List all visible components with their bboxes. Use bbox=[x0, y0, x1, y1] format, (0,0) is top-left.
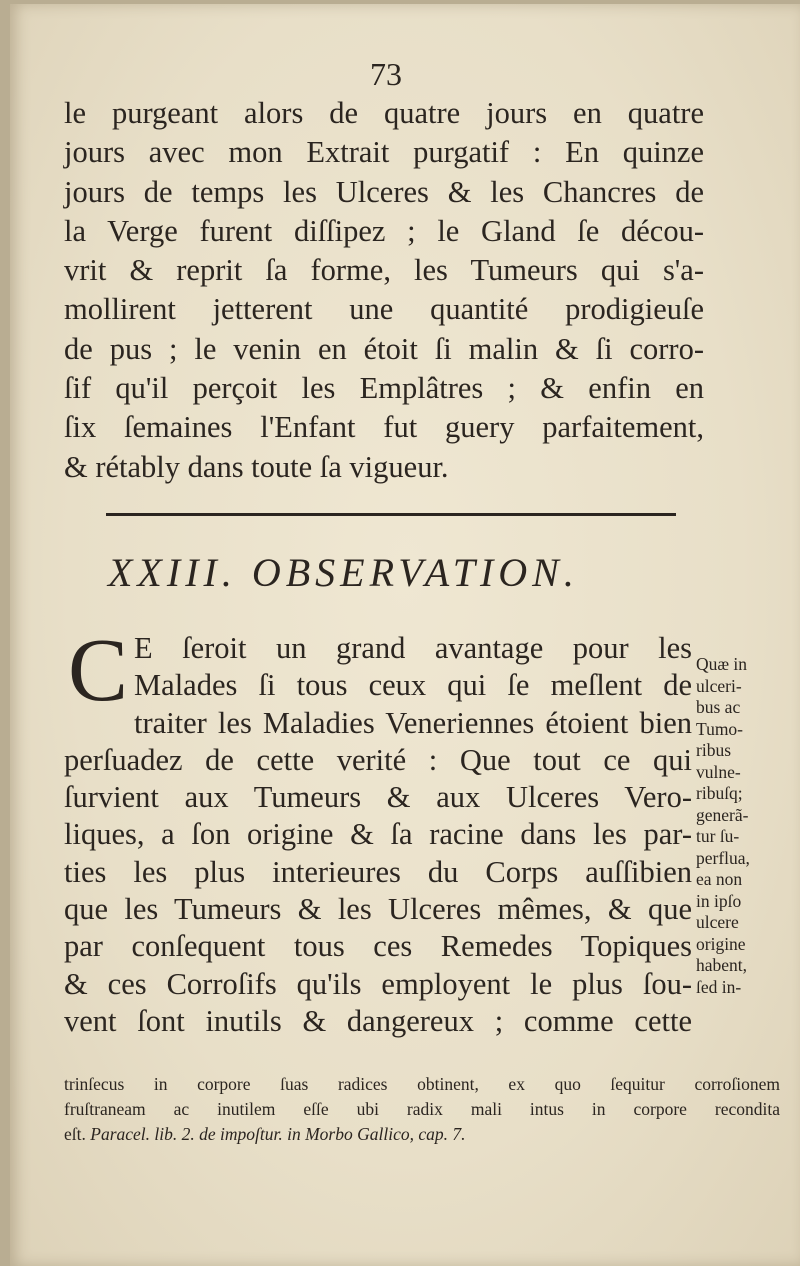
margin-note-line: vulne- bbox=[696, 761, 741, 782]
paragraph-continued bbox=[64, 94, 704, 487]
margin-note-line: habent, bbox=[696, 955, 748, 975]
text-line: perſuadez de cette verité : Que tout ce qui bbox=[64, 742, 692, 777]
margin-note-line: Quæ in bbox=[696, 654, 748, 674]
footnote-citation-prefix: eſt. bbox=[64, 1124, 91, 1144]
margin-note-continuation bbox=[64, 1072, 780, 1147]
text-line: ſix ſemaines l'Enfant fut guery parfaitement, bbox=[64, 410, 704, 445]
observation-paragraph bbox=[64, 621, 692, 1040]
text-line: ſurvient aux Tumeurs & aux Ulceres Vero- bbox=[64, 780, 692, 815]
footnote-line: trinſecus in corpore ſuas radices obtinent, ex quo ſequitur corroſionem bbox=[64, 1074, 780, 1094]
text-line: vrit & reprit ſa forme, les Tumeurs qui s'a- bbox=[64, 253, 704, 288]
margin-note-line: Tumo- bbox=[696, 718, 744, 739]
margin-note-line: ea non bbox=[696, 869, 743, 889]
text-line: la Verge furent diſſipez ; le Gland ſe décou- bbox=[64, 213, 704, 248]
margin-note bbox=[696, 654, 792, 998]
drop-cap: C bbox=[68, 621, 129, 720]
margin-note-line: origine bbox=[696, 933, 746, 954]
text-line: jours de temps les Ulceres & les Chancres de bbox=[64, 174, 704, 209]
margin-note-line: perflua, bbox=[696, 847, 750, 868]
margin-note-line: in ipſo bbox=[696, 890, 742, 911]
text-line: liques, a ſon origine & ſa racine dans les par- bbox=[64, 817, 692, 852]
margin-note-line: tur ſu- bbox=[696, 826, 740, 846]
section-heading: XXIII. OBSERVATION. bbox=[108, 550, 579, 595]
text-line: jours avec mon Extrait purgatif : En quinze bbox=[64, 135, 704, 170]
text-line: de pus ; le venin en étoit ſi malin & ſi corro- bbox=[64, 331, 704, 366]
text-line: & rétably dans toute ſa vigueur. bbox=[64, 449, 449, 484]
page-number: 73 bbox=[370, 56, 402, 92]
text-line: ſif qu'il perçoit les Emplâtres ; & enfin en bbox=[64, 371, 704, 406]
text-line: vent ſont inutils & dangereux ; comme cette bbox=[64, 1003, 692, 1038]
footnote-line: fruſtraneam ac inutilem eſſe ubi radix mali intus in corpore recondita bbox=[64, 1099, 780, 1119]
footnote-citation-line bbox=[64, 1122, 780, 1147]
section-divider bbox=[106, 513, 676, 516]
margin-note-line: ulceri- bbox=[696, 675, 742, 696]
text-line: Malades ſi tous ceux qui ſe meſlent de bbox=[134, 668, 692, 703]
book-page bbox=[10, 4, 800, 1266]
text-line: le purgeant alors de quatre jours en quatre bbox=[64, 96, 704, 130]
text-line: & ces Corroſifs qu'ils employent le plus ſou- bbox=[64, 966, 692, 1001]
margin-note-line: generã- bbox=[696, 804, 749, 825]
margin-note-line: ribuſq; bbox=[696, 783, 743, 803]
text-line: traiter les Maladies Veneriennes étoient bien bbox=[134, 705, 692, 740]
text-line: par conſequent tous ces Remedes Topiques bbox=[64, 929, 692, 964]
margin-note-line: ribus bbox=[696, 740, 731, 760]
footnote-citation: Paracel. lib. 2. de impoſtur. in Morbo Gallico, cap. 7. bbox=[90, 1124, 466, 1144]
text-line: que les Tumeurs & les Ulceres mêmes, & que bbox=[64, 892, 692, 927]
margin-note-line: ſed in- bbox=[696, 976, 742, 997]
margin-note-line: bus ac bbox=[696, 697, 741, 717]
text-line: ties les plus interieures du Corps auſſibien bbox=[64, 854, 692, 889]
text-line: mollirent jetterent une quantité prodigieuſe bbox=[64, 292, 704, 327]
text-line: E ſeroit un grand avantage pour les bbox=[134, 631, 692, 665]
margin-note-line: ulcere bbox=[696, 912, 739, 932]
